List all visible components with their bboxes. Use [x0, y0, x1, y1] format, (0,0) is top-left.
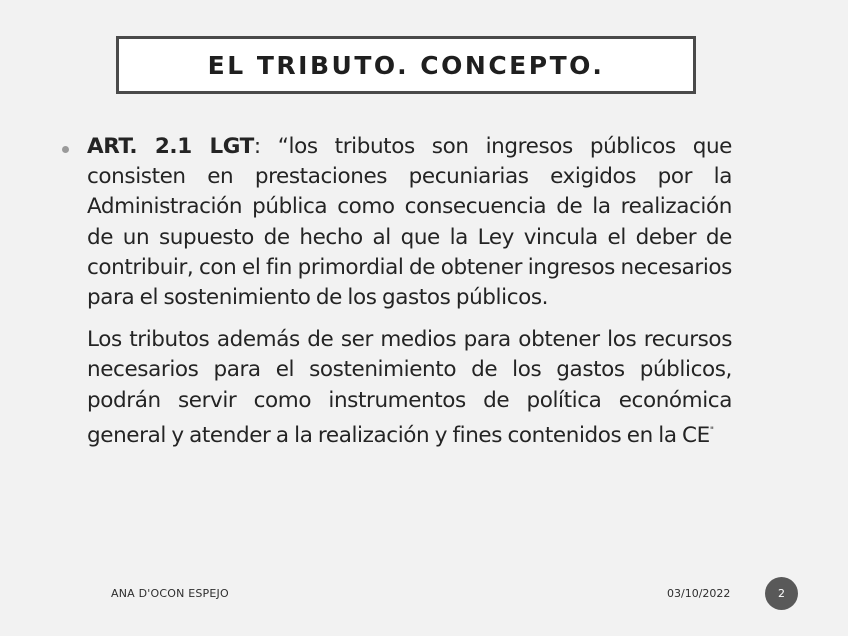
purpose-paragraph — [87, 325, 732, 451]
article-separator: : — [253, 134, 261, 159]
slide-content — [87, 132, 732, 451]
footer-author: ANA D'OCON ESPEJO — [111, 587, 229, 600]
footer-date: 03/10/2022 — [667, 587, 731, 600]
page-number-badge — [765, 577, 798, 610]
definition-paragraph — [87, 132, 732, 313]
article-reference: ART. 2.1 LGT — [87, 134, 254, 159]
slide-title: EL TRIBUTO. CONCEPTO. — [207, 50, 605, 80]
definition-text: “los tributos son ingresos públicos que consisten en prestaciones pecuniarias exigidos por la Administración pública como consecuencia de la realización de un supuesto de hecho al que la Ley vincula el deber de contribuir, con el fin primordial de obtener ingresos necesarios para el sostenimiento de los gastos públicos. — [87, 134, 732, 311]
page-number: 2 — [778, 587, 785, 600]
bullet-icon — [62, 146, 69, 153]
purpose-text: Los tributos además de ser medios para obtener los recursos necesarios para el sostenimiento de los gastos públicos, podrán servir como instrumentos de política económica general y atender a la realización y fines contenidos en la CE — [87, 327, 732, 448]
title-box — [116, 36, 696, 94]
closing-quote: " — [709, 425, 714, 436]
